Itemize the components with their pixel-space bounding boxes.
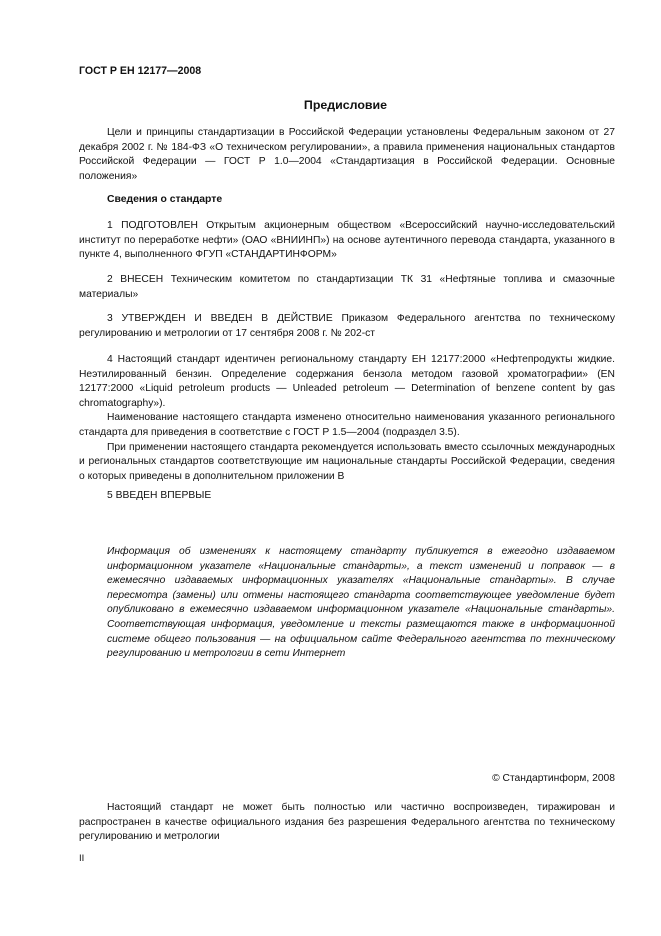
item-4-block	[79, 353, 615, 484]
item-4-paragraph: 4 Настоящий стандарт идентичен региональному стандарту ЕН 12177:2000 «Нефтепродукты жидкие. Неэтилированный бензин. Определение содержания бензола методом газовой хроматографии» (EN 12177:2000 «Liquid petroleum products — Unleaded petroleum — Determination of benzene content by gas chromatography»).	[79, 354, 615, 409]
item-4-references-paragraph: При применении настоящего стандарта рекомендуется использовать вместо ссылочных международных и региональных стандартов соответствующие им национальные стандарты Российской Федерации, сведения о которых приведены в дополнительном приложении В	[79, 441, 615, 482]
item-5-paragraph: 5 ВВЕДЕН ВПЕРВЫЕ	[107, 490, 212, 501]
item-3-paragraph: 3 УТВЕРЖДЕН И ВВЕДЕН В ДЕЙСТВИЕ Приказом Федерального агентства по техническому регулированию и метрологии от 17 сентября 2008 г. № 202-ст	[79, 313, 615, 339]
item-2-paragraph: 2 ВНЕСЕН Техническим комитетом по стандартизации ТК 31 «Нефтяные топлива и смазочные материалы»	[79, 274, 615, 300]
footer-notice-block	[79, 801, 615, 845]
changes-notice-block	[107, 545, 615, 662]
item-2-block	[79, 273, 615, 302]
page-number: II	[79, 853, 85, 864]
document-id-header: ГОСТ Р ЕН 12177—2008	[79, 65, 202, 77]
copyright-line: © Стандартинформ, 2008	[492, 773, 615, 784]
footer-notice-paragraph: Настоящий стандарт не может быть полностью или частично воспроизведен, тиражирован и распространен в качестве официального издания без разрешения Федерального агентства по техническому регулированию и метрологии	[79, 802, 615, 843]
page-title: Предисловие	[303, 98, 388, 112]
intro-paragraph: Цели и принципы стандартизации в Российской Федерации установлены Федеральным законом от 27 декабря 2002 г. № 184-ФЗ «О техническом регулировании», а правила применения национальных стандартов Российской Федерации — ГОСТ Р 1.0—2004 «Стандартизация в Российской Федерации. Основные положения»	[79, 127, 615, 182]
item-1-block	[79, 219, 615, 263]
item-1-paragraph: 1 ПОДГОТОВЛЕН Открытым акционерным обществом «Всероссийский научно-исследовательский институт по переработке нефти» (ОАО «ВНИИНП») на основе аутентичного перевода стандарта, указанного в пункте 4, выполненного ФГУП «СТАНДАРТИНФОРМ»	[79, 220, 615, 261]
changes-notice-paragraph: Информация об изменениях к настоящему стандарту публикуется в ежегодно издаваемом информационном указателе «Национальные стандарты», а текст изменений и поправок — в ежемесячно издаваемых информационных указателях «Национальные стандарты». В случае пересмотра (замены) или отмены настоящего стандарта соответствующее уведомление будет опубликовано в ежемесячно издаваемом информационном указателе «Национальные стандарты». Соответствующая информация, уведомление и тексты размещаются также в информационной системе общего пользования — на официальном сайте Федерального агентства по техническому регулированию и метрологии в сети Интернет	[107, 546, 615, 660]
section-heading: Сведения о стандарте	[107, 194, 223, 205]
item-3-block	[79, 312, 615, 341]
item-4-rename-paragraph: Наименование настоящего стандарта изменено относительно наименования указанного регионального стандарта для приведения в соответствие с ГОСТ Р 1.5—2004 (подраздел 3.5).	[79, 412, 615, 438]
intro-paragraph-block	[79, 126, 615, 184]
